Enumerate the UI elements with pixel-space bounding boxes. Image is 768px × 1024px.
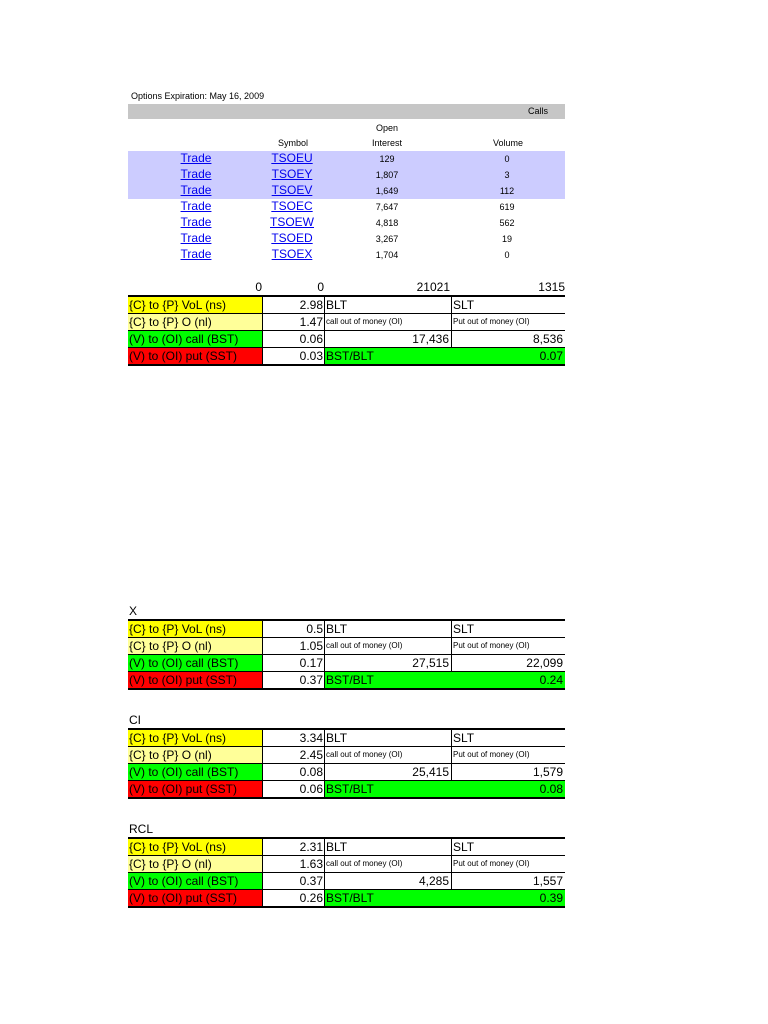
- call-out-of-money-label: call out of money (OI): [326, 750, 403, 759]
- blt-label: BLT: [326, 622, 348, 636]
- calls-label: Calls: [527, 106, 548, 116]
- vol-ratio-value: 3.34: [262, 730, 325, 746]
- bst-blt-label: BST/BLT: [326, 349, 374, 363]
- symbol-link[interactable]: TSOEV: [271, 183, 313, 197]
- call-out-of-money-label: call out of money (OI): [326, 317, 403, 326]
- symbol-link[interactable]: TSOED: [271, 231, 313, 245]
- bst-blt-value: 0.08: [539, 782, 563, 796]
- put-out-of-money-label: Put out of money (OI): [451, 856, 565, 872]
- slt-label: SLT: [451, 730, 565, 746]
- ratio-table: [128, 295, 565, 366]
- put-sst-label: (V) to (OI) put (SST): [128, 890, 262, 906]
- put-sst-value: 0.06: [262, 781, 325, 797]
- open-interest-value: 7,647: [375, 202, 399, 212]
- open-interest-value: 1,704: [375, 250, 399, 260]
- column-header-volume: Volume: [492, 138, 524, 148]
- calls-header-band: [128, 104, 565, 119]
- oi-ratio-label: {C} to {P} O (nl): [128, 856, 262, 872]
- vol-ratio-label: {C} to {P} VoL (ns): [128, 839, 262, 855]
- volume-value: 0: [504, 250, 510, 260]
- put-sst-value: 0.03: [262, 348, 325, 364]
- put-sst-label: (V) to (OI) put (SST): [128, 672, 262, 688]
- ratio-table: [128, 619, 565, 690]
- volume-value: 0: [504, 154, 510, 164]
- call-bst-value: 0.08: [262, 764, 325, 780]
- put-out-of-money-value: 22,099: [451, 655, 565, 671]
- total-value: 0: [317, 280, 324, 294]
- oi-ratio-label: {C} to {P} O (nl): [128, 314, 262, 330]
- vol-ratio-label: {C} to {P} VoL (ns): [128, 621, 262, 637]
- open-interest-value: 3,267: [375, 234, 399, 244]
- call-out-of-money-label: call out of money (OI): [326, 641, 403, 650]
- bst-blt-label: BST/BLT: [326, 673, 374, 687]
- trade-link[interactable]: Trade: [180, 151, 212, 165]
- call-out-of-money-value: 25,415: [412, 765, 449, 779]
- vol-ratio-label: {C} to {P} VoL (ns): [128, 297, 262, 313]
- bst-blt-value: 0.07: [539, 349, 563, 363]
- oi-ratio-label: {C} to {P} O (nl): [128, 747, 262, 763]
- blt-label: BLT: [326, 840, 348, 854]
- call-out-of-money-label: call out of money (OI): [326, 859, 403, 868]
- volume-value: 562: [499, 218, 515, 228]
- call-bst-label: (V) to (OI) call (BST): [128, 655, 262, 671]
- vol-ratio-value: 2.31: [262, 839, 325, 855]
- call-bst-value: 0.37: [262, 873, 325, 889]
- vol-ratio-value: 2.98: [262, 297, 325, 313]
- put-sst-value: 0.26: [262, 890, 325, 906]
- ratio-table: [128, 837, 565, 908]
- put-sst-value: 0.37: [262, 672, 325, 688]
- oi-ratio-value: 2.45: [262, 747, 325, 763]
- open-interest-value: 129: [379, 154, 395, 164]
- call-out-of-money-value: 27,515: [412, 656, 449, 670]
- ticker-label: CI: [129, 713, 141, 727]
- option-row: [128, 151, 565, 167]
- option-row: [128, 247, 565, 263]
- oi-ratio-value: 1.63: [262, 856, 325, 872]
- trade-link[interactable]: Trade: [180, 199, 212, 213]
- total-open-interest: 21021: [416, 280, 450, 294]
- ticker-label: X: [129, 604, 138, 618]
- option-row: [128, 215, 565, 231]
- ticker-label: RCL: [129, 822, 154, 836]
- oi-ratio-value: 1.05: [262, 638, 325, 654]
- trade-link[interactable]: Trade: [180, 231, 212, 245]
- volume-value: 112: [499, 186, 515, 196]
- vol-ratio-value: 0.5: [262, 621, 325, 637]
- put-out-of-money-value: 8,536: [451, 331, 565, 347]
- bst-blt-value: 0.39: [539, 891, 563, 905]
- trade-link[interactable]: Trade: [180, 183, 212, 197]
- column-header-open: Open: [375, 123, 399, 133]
- slt-label: SLT: [451, 839, 565, 855]
- options-expiration-title: Options Expiration: May 16, 2009: [131, 91, 265, 101]
- trade-link[interactable]: Trade: [180, 167, 212, 181]
- call-bst-label: (V) to (OI) call (BST): [128, 873, 262, 889]
- volume-value: 3: [504, 170, 510, 180]
- volume-value: 19: [501, 234, 512, 244]
- call-out-of-money-value: 17,436: [412, 332, 449, 346]
- slt-label: SLT: [451, 621, 565, 637]
- bst-blt-label: BST/BLT: [326, 782, 374, 796]
- put-out-of-money-label: Put out of money (OI): [451, 747, 565, 763]
- total-value: 0: [255, 280, 262, 294]
- put-sst-label: (V) to (OI) put (SST): [128, 348, 262, 364]
- put-sst-label: (V) to (OI) put (SST): [128, 781, 262, 797]
- vol-ratio-label: {C} to {P} VoL (ns): [128, 730, 262, 746]
- blt-label: BLT: [326, 298, 348, 312]
- ratio-table: [128, 728, 565, 799]
- option-row: [128, 167, 565, 183]
- put-out-of-money-value: 1,557: [451, 873, 565, 889]
- open-interest-value: 1,807: [375, 170, 399, 180]
- option-row: [128, 199, 565, 215]
- symbol-link[interactable]: TSOEW: [270, 215, 314, 229]
- oi-ratio-value: 1.47: [262, 314, 325, 330]
- call-bst-value: 0.06: [262, 331, 325, 347]
- call-bst-label: (V) to (OI) call (BST): [128, 331, 262, 347]
- total-volume: 1315: [538, 280, 565, 294]
- open-interest-value: 4,818: [375, 218, 399, 228]
- blt-label: BLT: [326, 731, 348, 745]
- symbol-link[interactable]: TSOEY: [271, 167, 313, 181]
- call-bst-value: 0.17: [262, 655, 325, 671]
- call-bst-label: (V) to (OI) call (BST): [128, 764, 262, 780]
- slt-label: SLT: [451, 297, 565, 313]
- put-out-of-money-value: 1,579: [451, 764, 565, 780]
- symbol-link[interactable]: TSOEU: [271, 151, 313, 165]
- option-row: [128, 183, 565, 199]
- column-header-symbol: Symbol: [277, 138, 308, 148]
- bst-blt-value: 0.24: [539, 673, 563, 687]
- symbol-link[interactable]: TSOEC: [271, 199, 313, 213]
- bst-blt-label: BST/BLT: [326, 891, 374, 905]
- open-interest-value: 1,649: [375, 186, 399, 196]
- trade-link[interactable]: Trade: [180, 247, 212, 261]
- column-header-interest: Interest: [371, 138, 402, 148]
- option-row: [128, 231, 565, 247]
- trade-link[interactable]: Trade: [180, 215, 212, 229]
- oi-ratio-label: {C} to {P} O (nl): [128, 638, 262, 654]
- volume-value: 619: [499, 202, 515, 212]
- symbol-link[interactable]: TSOEX: [271, 247, 313, 261]
- put-out-of-money-label: Put out of money (OI): [451, 638, 565, 654]
- call-out-of-money-value: 4,285: [418, 874, 449, 888]
- put-out-of-money-label: Put out of money (OI): [451, 314, 565, 330]
